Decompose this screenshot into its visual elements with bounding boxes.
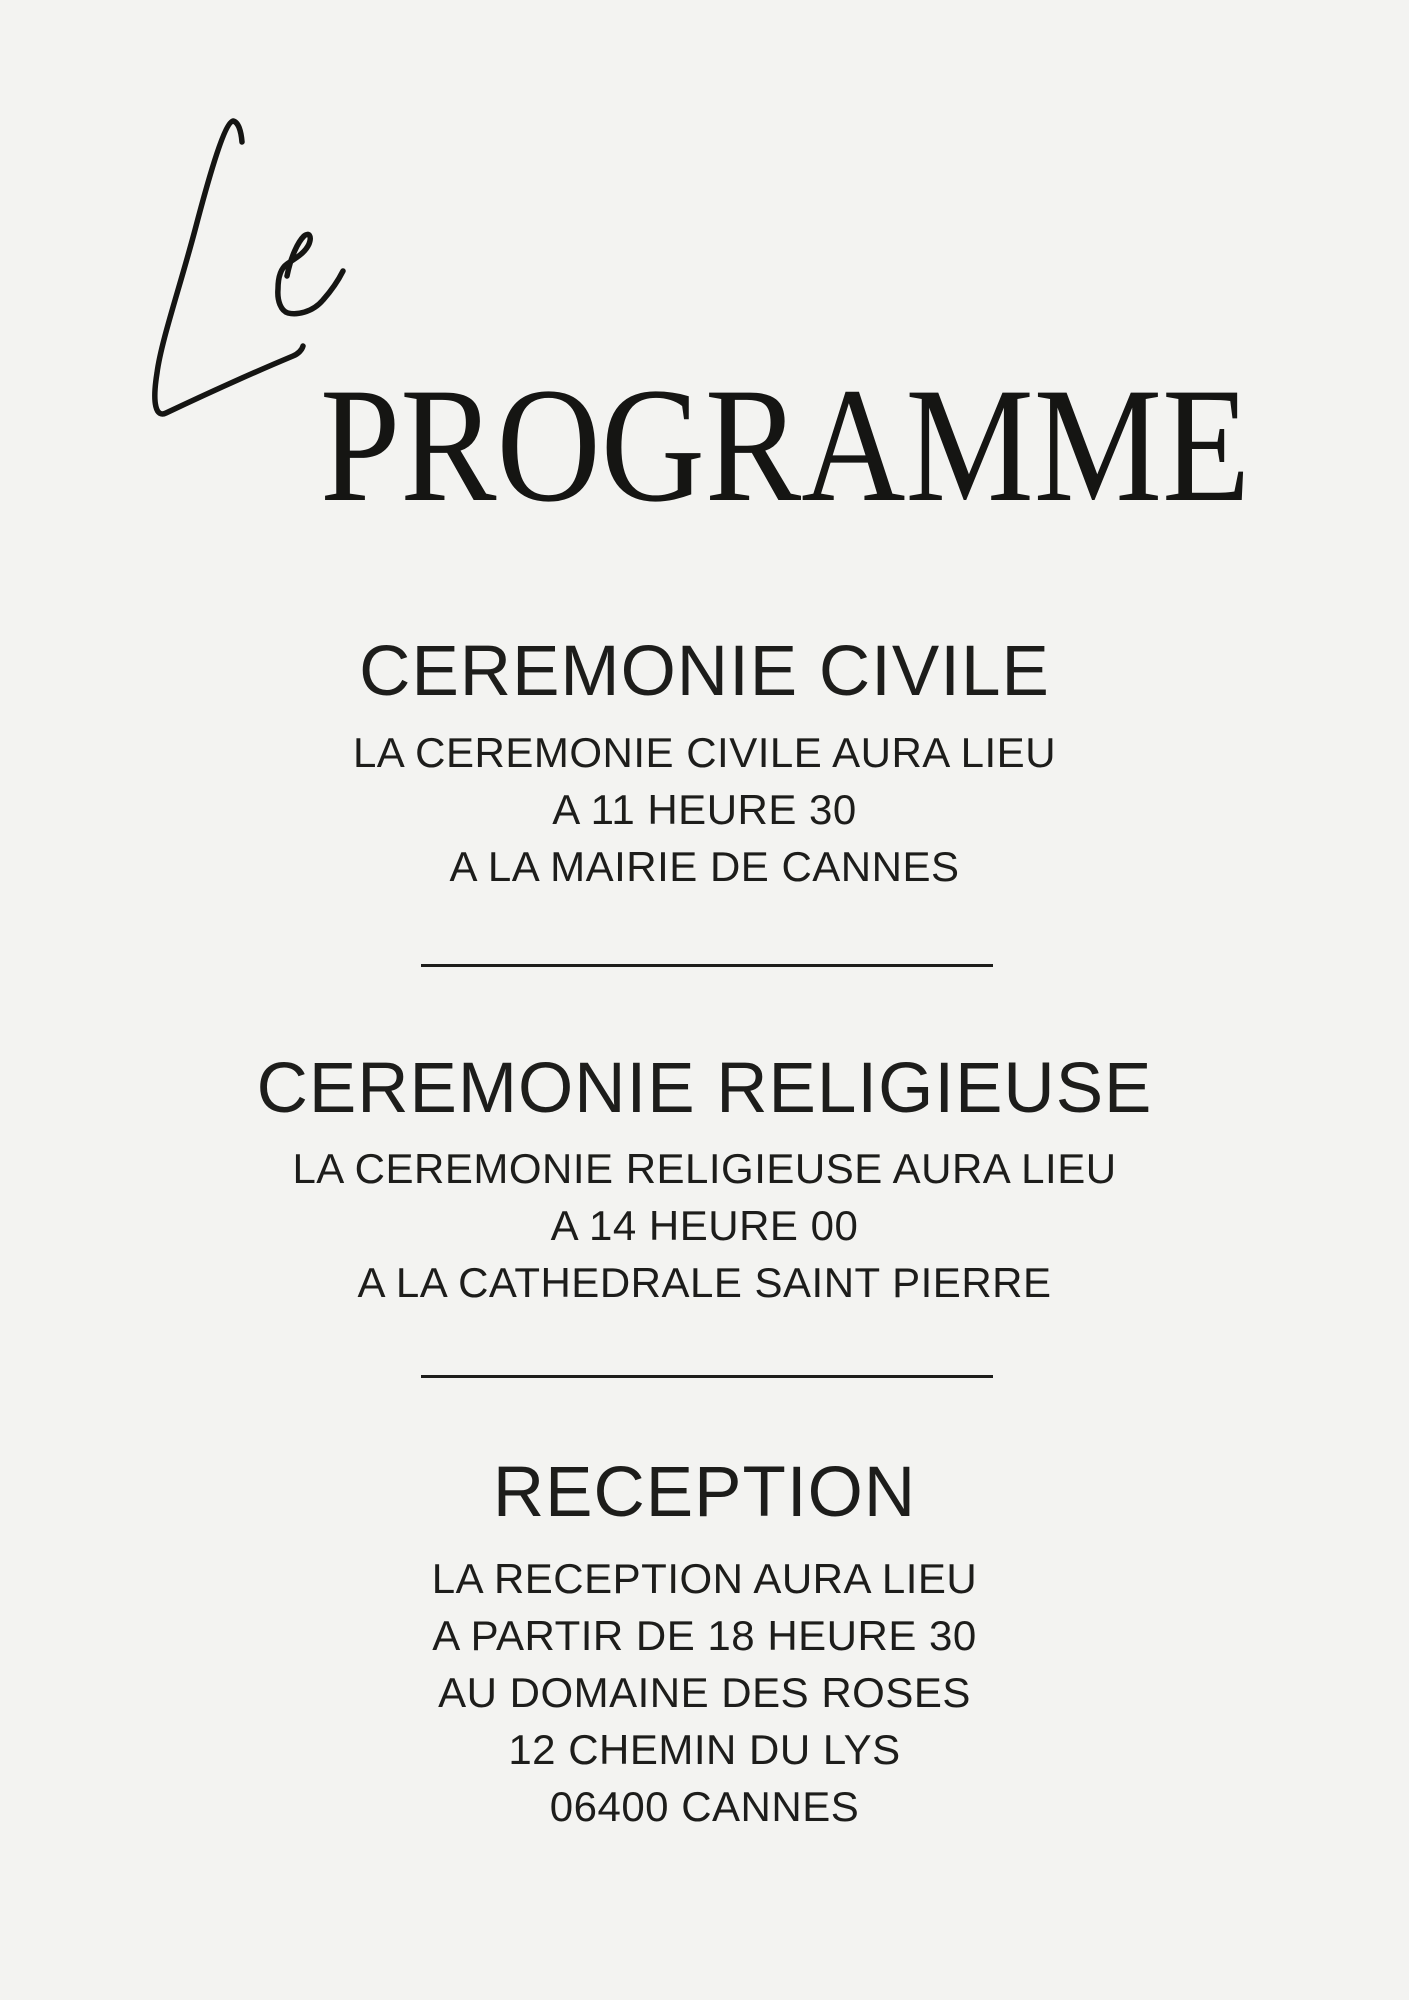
section-body-ceremonie-religieuse	[0, 1140, 1409, 1311]
section-heading-ceremonie-civile: CEREMONIE CIVILE	[359, 632, 1050, 711]
section-line: LA CEREMONIE CIVILE AURA LIEU	[352, 729, 1057, 776]
section-divider	[421, 964, 993, 967]
section-line: A 14 HEURE 00	[550, 1202, 859, 1249]
script-letter-e	[278, 234, 343, 313]
section-line: A PARTIR DE 18 HEURE 30	[432, 1612, 977, 1659]
section-body-reception	[0, 1550, 1409, 1835]
section-line: LA CEREMONIE RELIGIEUSE AURA LIEU	[292, 1145, 1117, 1192]
section-line: 12 CHEMIN DU LYS	[508, 1726, 901, 1773]
section-line: AU DOMAINE DES ROSES	[438, 1669, 971, 1716]
section-line: A 11 HEURE 30	[552, 786, 857, 833]
section-body-ceremonie-civile	[0, 724, 1409, 895]
section-divider	[421, 1375, 993, 1378]
section-heading-ceremonie-religieuse: CEREMONIE RELIGIEUSE	[256, 1049, 1153, 1128]
section-heading-reception: RECEPTION	[492, 1453, 917, 1532]
section-line: LA RECEPTION AURA LIEU	[431, 1555, 978, 1602]
section-line: A LA CATHEDRALE SAINT PIERRE	[357, 1259, 1052, 1306]
section-line: A LA MAIRIE DE CANNES	[449, 843, 960, 890]
page-title: PROGRAMME	[320, 355, 1251, 536]
script-word-label	[0, 0, 1, 1]
section-line: 06400 CANNES	[549, 1783, 860, 1830]
